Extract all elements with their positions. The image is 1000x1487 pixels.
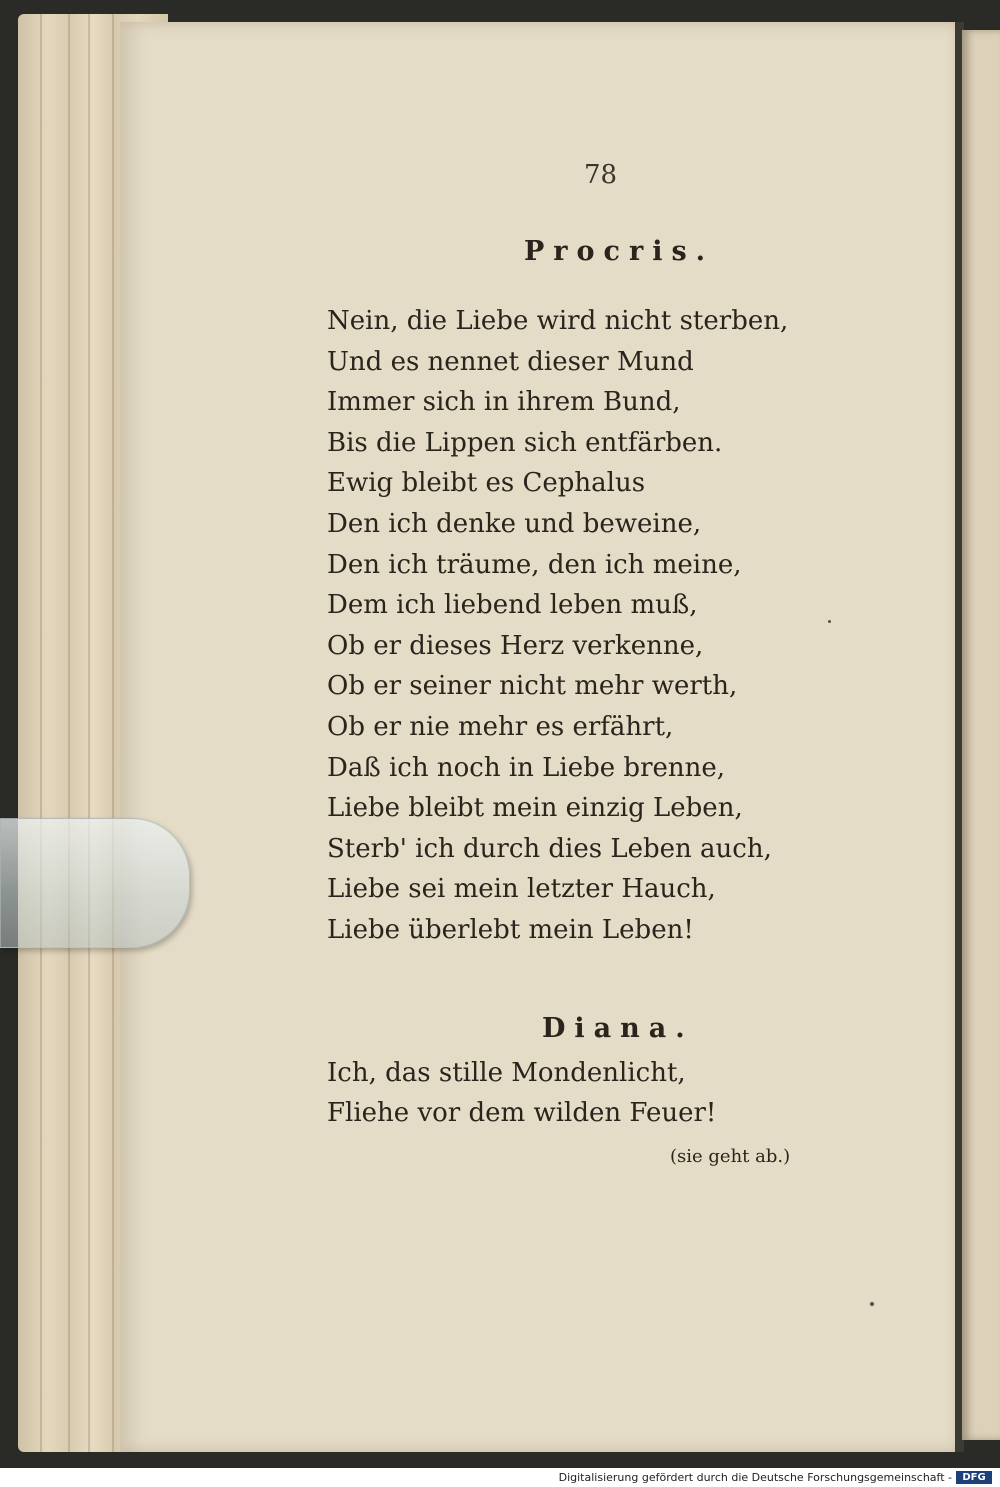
poem-procris	[327, 301, 788, 951]
poem-line: Fliehe vor dem wilden Feuer!	[327, 1098, 717, 1128]
paper-speck	[870, 1302, 874, 1306]
poem-line: Daß ich noch in Liebe brenne,	[327, 752, 726, 783]
poem-line: Und es nennet dieser Mund	[327, 346, 694, 377]
poem-line: Liebe bleibt mein einzig Leben,	[327, 793, 743, 824]
poem-line: Den ich träume, den ich meine,	[327, 549, 742, 580]
section-heading-procris: Procris.	[524, 236, 715, 267]
paper-speck	[828, 620, 831, 623]
poem-line: Den ich denke und beweine,	[327, 508, 702, 539]
footer-credit: Digitalisierung gefördert durch die Deutsche Forschungsgemeinschaft -	[558, 1471, 952, 1484]
poem-line: Ewig bleibt es Cephalus	[327, 468, 646, 499]
poem-line: Ob er nie mehr es erfährt,	[327, 711, 674, 742]
page-edge-line	[112, 14, 114, 1452]
poem-line: Liebe sei mein letzter Hauch,	[327, 874, 716, 905]
dfg-logo: DFG	[956, 1471, 992, 1484]
bookmark-clip	[0, 818, 190, 948]
page-edge-line	[40, 14, 42, 1452]
poem-line: Bis die Lippen sich entfärben.	[327, 427, 723, 458]
facing-page-edge	[962, 30, 1000, 1440]
poem-line: Immer sich in ihrem Bund,	[327, 387, 681, 418]
poem-line: Sterb' ich durch dies Leben auch,	[327, 833, 772, 864]
stage-direction: (sie geht ab.)	[670, 1146, 791, 1167]
poem-line: Dem ich liebend leben muß,	[327, 590, 698, 621]
poem-line: Ob er dieses Herz verkenne,	[327, 630, 704, 661]
page-edge-line	[88, 14, 90, 1452]
poem-line: Nein, die Liebe wird nicht sterben,	[327, 306, 789, 336]
poem-diana	[327, 1053, 716, 1133]
page-number: 78	[584, 160, 618, 190]
section-heading-diana: Diana.	[542, 1013, 694, 1044]
poem-line: Ob er seiner nicht mehr werth,	[327, 671, 738, 702]
page-edge-line	[68, 14, 70, 1452]
poem-line: Ich, das stille Mondenlicht,	[327, 1058, 686, 1088]
poem-line: Liebe überlebt mein Leben!	[327, 914, 694, 945]
